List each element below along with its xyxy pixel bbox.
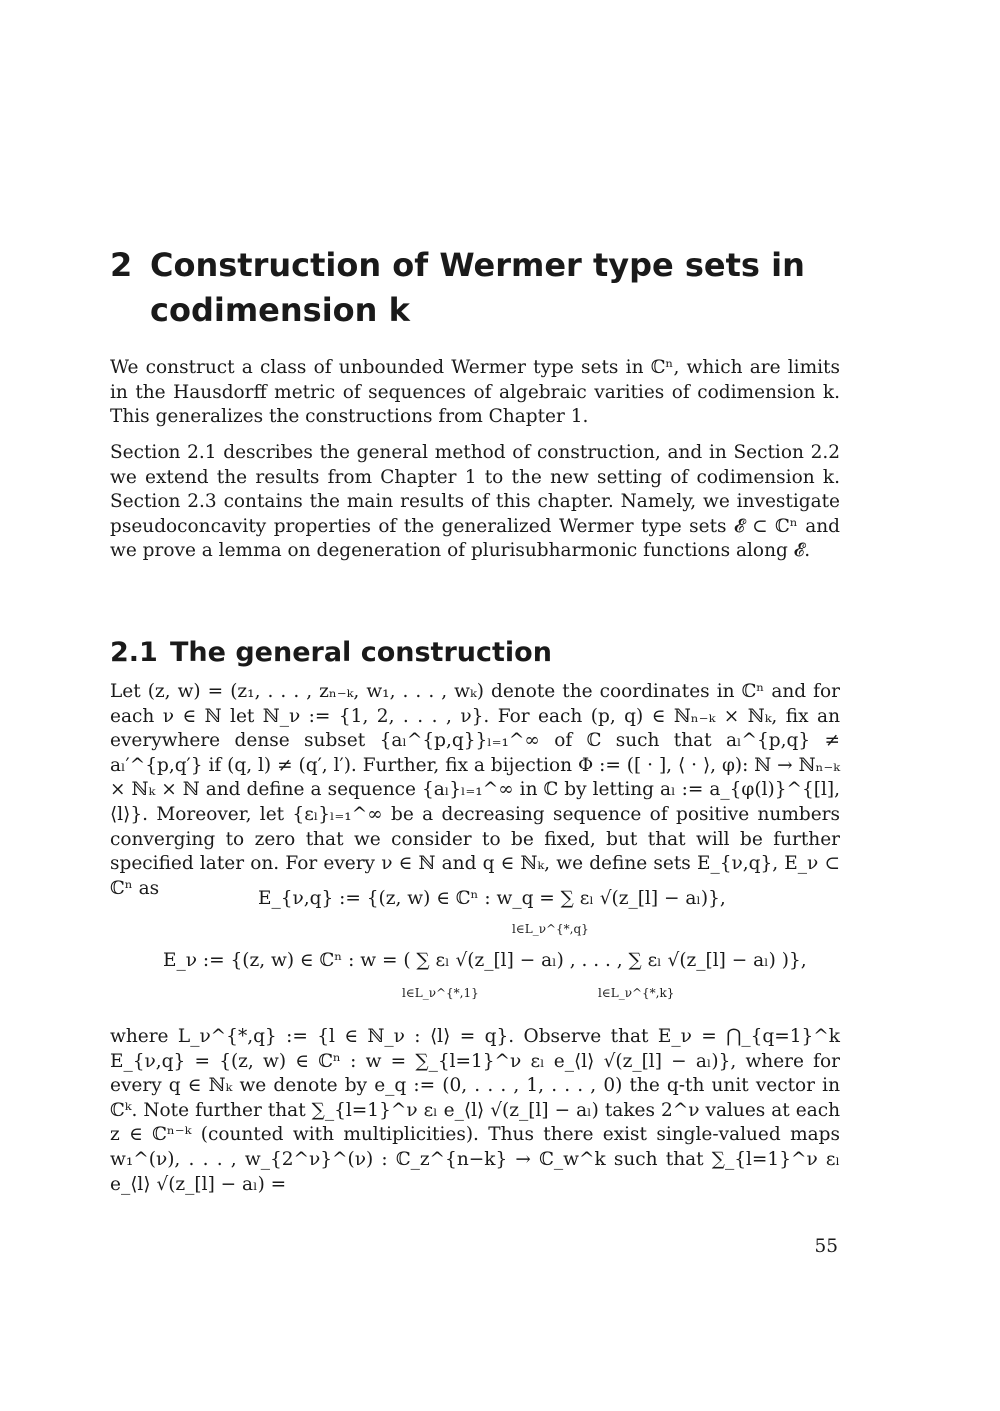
equation-e-nu-q-subscript: l∈L_ν^{*,q} bbox=[512, 922, 589, 936]
equation-e-nu-q: E_{ν,q} := {(z, w) ∈ ℂⁿ : w_q = ∑ εₗ √(z_[l] − aₗ)}, bbox=[258, 888, 726, 909]
section-paragraph-2: where L_ν^{*,q} := {l ∈ ℕ_ν : ⟨l⟩ = q}. Observe that E_ν = ⋂_{q=1}^k E_{ν,q} = {(z, w) ∈ ℂⁿ : w = ∑_{l=1}^ν εₗ e_⟨l⟩ √(z_[l] − aₗ)}, where for every q ∈ ℕₖ we denote by e_q := (0, . . . , 1, . . . , 0) the q-th unit vector in ℂᵏ. Note further that ∑_{l=1}^ν εₗ e_⟨l⟩ √(z_[l] − aₗ) takes 2^ν values at each z ∈ ℂⁿ⁻ᵏ (counted with multiplicities). Thus there exist single-valued maps w₁^(ν), . . . , w_{2^ν}^(ν) : ℂ_z^{n−k} → ℂ_w^k such that ∑_{l=1}^ν εₗ e_⟨l⟩ √(z_[l] − aₗ) = bbox=[110, 1026, 840, 1195]
chapter-title: Construction of Wermer type sets in codimension k bbox=[150, 246, 805, 330]
equation-e-nu: E_ν := {(z, w) ∈ ℂⁿ : w = ( ∑ εₗ √(z_[l] − aₗ) , . . . , ∑ εₗ √(z_[l] − aₗ) )}, bbox=[163, 950, 807, 971]
intro-paragraph-1: We construct a class of unbounded Wermer type sets in ℂⁿ, which are limits in the Hausdorff metric of sequences of algebraic varities of codimension k. This generalizes the constructions from Chapter 1. bbox=[110, 357, 840, 428]
section-number: 2.1 bbox=[110, 637, 158, 669]
section-paragraph-1: Let (z, w) = (z₁, . . . , zₙ₋ₖ, w₁, . . . , wₖ) denote the coordinates in ℂⁿ and for each ν ∈ ℕ let ℕ_ν := {1, 2, . . . , ν}. For each (p, q) ∈ ℕₙ₋ₖ × ℕₖ, fix an everywhere dense subset {aₗ^{p,q}}ₗ₌₁^∞ of ℂ such that aₗ^{p,q} ≠ aₗ′^{p,q′} if (q, l) ≠ (q′, l′). Further, fix a bijection Φ := ([ · ], ⟨ · ⟩, φ): ℕ → ℕₙ₋ₖ × ℕₖ × ℕ and define a sequence {aₗ}ₗ₌₁^∞ in ℂ by letting aₗ := a_{φ(l)}^{[l],⟨l⟩}. Moreover, let {εₗ}ₗ₌₁^∞ be a decreasing sequence of positive numbers converging to zero that we consider to be fixed, but that will be further specified later on. For every ν ∈ ℕ and q ∈ ℕₖ, we define sets E_{ν,q}, E_ν ⊂ ℂⁿ as bbox=[110, 681, 840, 899]
intro-paragraph-2: Section 2.1 describes the general method of construction, and in Section 2.2 we extend the results from Chapter 1 to the new setting of codimension k. Section 2.3 contains the main results of this chapter. Namely, we investigate pseudoconcavity properties of the generalized Wermer type sets 𝓔 ⊂ ℂⁿ and we prove a lemma on degeneration of plurisubharmonic functions along 𝓔. bbox=[110, 442, 840, 562]
chapter-number: 2 bbox=[110, 246, 133, 285]
page-number: 55 bbox=[814, 1236, 838, 1257]
section-heading bbox=[110, 634, 870, 672]
chapter-heading bbox=[110, 243, 870, 333]
equation-e-nu-subscript-k: l∈L_ν^{*,k} bbox=[598, 986, 675, 1000]
section-title: The general construction bbox=[170, 637, 552, 669]
equation-e-nu-subscript-1: l∈L_ν^{*,1} bbox=[402, 986, 479, 1000]
